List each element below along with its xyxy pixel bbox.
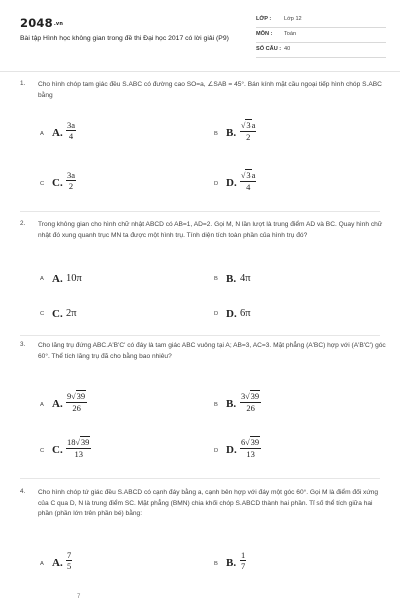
option-fraction (66, 391, 87, 413)
option-letter: A (40, 561, 44, 567)
document-title: Bài tập Hình học không gian trong đề thi Đại học 2017 có lời giải (P9) (20, 35, 229, 42)
option-label: C. (52, 308, 63, 320)
option-letter: B (214, 561, 218, 567)
option-fraction (66, 437, 91, 459)
meta-subject (256, 29, 386, 43)
question-1 (20, 80, 386, 192)
question-4-option-a[interactable] (40, 550, 190, 580)
question-2-option-d[interactable] (214, 305, 364, 335)
coefficient: 6 (241, 437, 246, 447)
fraction-denominator: 2 (68, 181, 74, 191)
option-letter: C (40, 181, 45, 187)
option-letter: D (214, 181, 219, 187)
question-3-option-d[interactable] (214, 437, 364, 467)
question-3-stem (20, 341, 386, 362)
question-text: Cho hình chóp tam giác đều S.ABC có đường cao SO=a, ∠SAB = 45°. Bán kính mặt cầu ngoại tiếp hình chóp S.ABC bằng (38, 81, 382, 99)
option-label: B. (226, 273, 237, 285)
numerator-tail: a (251, 170, 256, 180)
option-letter: C (40, 311, 45, 317)
question-text: Trong không gian cho hình chữ nhật ABCD có AB=1, AD=2. Gọi M, N lần lượt là trung điểm AD và BC. Quay hình chữ nhật đó xung quanh trục MN ta được một hình trụ. Tính diện tích toàn phần của hình trụ đó? (38, 221, 383, 239)
question-4-option-b[interactable] (214, 550, 364, 580)
meta-class-value: Lớp 12 (284, 16, 302, 22)
option-label: A. (52, 398, 63, 410)
fraction-numerator: 18√39 (67, 437, 90, 447)
question-number: 2. (20, 220, 26, 227)
question-1-option-d[interactable] (214, 170, 364, 200)
meta-class-label: LỚP : (256, 16, 272, 22)
option-label: B. (226, 557, 237, 569)
fraction-denominator: 4 (246, 182, 251, 192)
radicand: 3 (246, 170, 251, 180)
option-letter: D (214, 448, 219, 454)
fraction-numerator: √3a (241, 170, 256, 180)
question-2-stem (20, 220, 386, 241)
option-letter: A (40, 276, 44, 282)
option-fraction (240, 550, 246, 571)
question-2-option-b[interactable] (214, 270, 364, 300)
meta-subject-value: Toán (284, 31, 297, 37)
fraction-numerator: 3√39 (241, 391, 260, 401)
fraction-numerator: √3a (241, 120, 256, 130)
option-label: B. (226, 127, 237, 139)
option-label: C. (52, 444, 63, 456)
question-separator (20, 335, 380, 336)
radicand: 39 (76, 391, 86, 401)
fraction-denominator: 7 (241, 561, 246, 571)
meta-class (256, 14, 386, 28)
next-option-partial: 7 (77, 594, 81, 600)
question-4-stem (20, 488, 386, 520)
option-fraction (240, 120, 256, 142)
radicand: 3 (246, 120, 251, 130)
fraction-numerator: 3a (67, 120, 76, 130)
coefficient: 3 (241, 391, 246, 401)
option-value: 4π (240, 273, 251, 284)
fraction-denominator: 26 (72, 403, 81, 413)
question-1-option-a[interactable] (40, 120, 190, 150)
fraction-numerator: 9√39 (67, 391, 86, 401)
header-divider (0, 71, 400, 72)
question-1-option-b[interactable] (214, 120, 364, 150)
coefficient: 9 (67, 391, 72, 401)
option-fraction (66, 120, 76, 141)
option-fraction (66, 550, 72, 571)
option-fraction (240, 170, 256, 192)
option-label: A. (52, 557, 63, 569)
question-text: Cho hình chóp tứ giác đều S.ABCD có cạnh đáy bằng a, cạnh bên hợp với đáy một góc 60°. Gọi M là điểm đối xứng của C qua D, N là trung điểm SC. Mặt phẳng (BMN) chia khối chóp S.ABCD thành hai phần. Tỉ số thể tích giữa hai phần (phần lớn trên phần bé) bằng: (38, 489, 379, 517)
question-3 (20, 341, 386, 459)
coefficient: 18 (67, 437, 76, 447)
question-2-option-c[interactable] (40, 305, 190, 335)
fraction-numerator: 7 (67, 550, 72, 560)
meta-question-count (256, 44, 386, 58)
fraction-denominator: 13 (74, 449, 83, 459)
question-1-stem (20, 80, 386, 101)
fraction-denominator: 26 (246, 403, 255, 413)
question-3-option-a[interactable] (40, 391, 190, 421)
fraction-numerator: 3a (67, 170, 76, 180)
question-3-option-c[interactable] (40, 437, 190, 467)
question-number: 1. (20, 80, 26, 87)
fraction-denominator: 13 (246, 449, 255, 459)
question-2 (20, 220, 386, 320)
question-text: Cho lăng trụ đứng ABC.A'B'C' có đáy là tam giác ABC vuông tại A; AB=3, AC=3. Mặt phẳng (A'BC) hợp với (A'B'C') góc 60°. Thể tích lăng trụ đã cho bằng bao nhiêu? (38, 342, 386, 360)
logo-text: 2048 (20, 16, 53, 30)
fraction-numerator: 6√39 (241, 437, 260, 447)
question-2-option-a[interactable] (40, 270, 190, 300)
radicand: 39 (250, 437, 260, 447)
meta-subject-label: MÔN : (256, 31, 273, 37)
meta-count-label: SỐ CÂU : (256, 46, 282, 52)
fraction-denominator: 5 (67, 561, 72, 571)
question-number: 4. (20, 488, 26, 495)
question-separator (20, 478, 380, 479)
option-value: 2π (66, 308, 77, 319)
option-label: D. (226, 444, 237, 456)
logo-suffix: .vn (53, 20, 64, 27)
question-3-option-b[interactable] (214, 391, 364, 421)
numerator-tail: a (251, 120, 256, 130)
question-separator (20, 211, 380, 212)
question-number: 3. (20, 341, 26, 348)
fraction-denominator: 2 (246, 132, 251, 142)
option-letter: D (214, 311, 219, 317)
question-1-option-c[interactable] (40, 170, 190, 200)
option-label: D. (226, 177, 237, 189)
option-fraction (66, 170, 76, 191)
radicand: 39 (250, 391, 260, 401)
option-label: B. (226, 398, 237, 410)
option-letter: B (214, 276, 218, 282)
option-value: 10π (66, 273, 82, 284)
option-fraction (240, 437, 261, 459)
fraction-numerator: 1 (241, 550, 246, 560)
option-letter: B (214, 402, 218, 408)
option-value: 6π (240, 308, 251, 319)
option-letter: B (214, 131, 218, 137)
document-header (0, 0, 400, 68)
option-label: C. (52, 177, 63, 189)
question-4 (20, 488, 386, 571)
option-fraction (240, 391, 261, 413)
option-label: A. (52, 273, 63, 285)
option-label: D. (226, 308, 237, 320)
option-letter: A (40, 131, 44, 137)
radicand: 39 (80, 437, 90, 447)
option-letter: C (40, 448, 45, 454)
option-letter: A (40, 402, 44, 408)
site-logo[interactable] (20, 16, 63, 30)
meta-count-value: 40 (284, 46, 291, 52)
fraction-denominator: 4 (68, 131, 74, 141)
option-label: A. (52, 127, 63, 139)
